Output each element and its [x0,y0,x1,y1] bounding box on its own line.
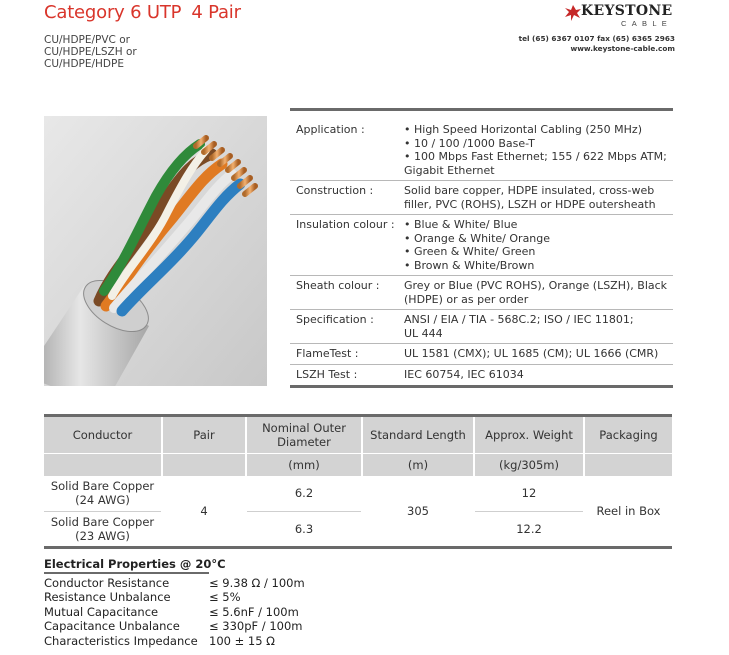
conductor-cell: Solid Bare Copper (24 AWG) [44,476,162,511]
property-value: 100 ± 15 Ω [209,633,275,648]
diameter-cell: 6.3 [246,511,362,547]
property-value: ≤ 5.6nF / 100m [209,604,299,619]
property-name: Mutual Capacitance [44,604,159,619]
spec-value [398,364,673,387]
spec-label: Sheath colour : [290,276,398,310]
contact-info [519,34,675,54]
spec-line: IEC 60754, IEC 61034 [404,367,524,381]
spec-value [398,310,673,344]
electrical-properties-list [44,576,344,648]
property-value: ≤ 330pF / 100m [209,619,303,634]
weight-cell: 12.2 [474,511,584,547]
spec-label: Specification : [290,310,398,344]
spec-row-specification [290,310,673,344]
spec-line: ANSI / EIA / TIA - 568C.2; ISO / IEC 11801; [404,313,634,326]
property-name: Conductor Resistance [44,576,170,590]
col-header-packaging: Packaging [584,416,672,454]
product-table-header [44,416,672,454]
title-pair: 4 Pair [191,2,241,23]
col-header-length: Standard Length [362,416,474,454]
spec-row-application [290,110,673,181]
spec-line: • Orange & White/ Orange [404,231,551,245]
spec-row-insulation-colour [290,215,673,276]
cable-illustration [44,116,267,386]
spec-label: FlameTest : [290,344,398,365]
unit-cell: (m) [362,454,474,477]
contact-website[interactable]: www.keystone-cable.com [570,44,675,53]
electrical-row [44,576,344,590]
spec-label: Construction : [290,181,398,215]
spec-value [398,110,673,181]
unit-cell: (kg/305m) [474,454,584,477]
logo-name: KEYSTONE [581,3,673,19]
length-cell: 305 [362,476,474,547]
col-header-weight: Approx. Weight [474,416,584,454]
cable-photo [44,116,267,386]
spec-line: Gigabit Ethernet [404,163,495,177]
table-row [44,511,672,547]
unit-cell [44,454,162,477]
property-value: ≤ 5% [209,590,241,605]
spec-value [398,181,673,215]
page-title [44,2,241,23]
spec-row-flame-test [290,344,673,365]
keystone-logo [563,3,675,31]
spec-value [398,276,673,310]
packaging-cell: Reel in Box [584,476,672,547]
spec-line: • Green & White/ Green [404,245,536,258]
spec-value [398,344,673,365]
col-header-conductor: Conductor [44,416,162,454]
variant-line: CU/HDPE/HDPE [44,58,124,70]
spec-line: • High Speed Horizontal Cabling (250 MHz) [404,123,642,136]
electrical-row [44,590,344,604]
spec-row-sheath-colour [290,276,673,310]
product-table-units [44,454,672,477]
unit-cell [162,454,246,477]
col-header-diameter: Nominal Outer Diameter [246,416,362,454]
variant-line: CU/HDPE/PVC or [44,34,130,46]
property-name: Capacitance Unbalance [44,619,180,634]
keystone-logo-icon [563,4,583,22]
conductor-cell: Solid Bare Copper (23 AWG) [44,511,162,547]
unit-cell: (mm) [246,454,362,477]
variant-line: CU/HDPE/LSZH or [44,46,137,58]
table-row [44,476,672,511]
property-value: ≤ 9.38 Ω / 100m [209,576,305,590]
spec-line: UL 444 [404,326,443,340]
title-text: Category 6 UTP [44,2,182,23]
spec-line: Solid bare copper, HDPE insulated, cross-web [404,184,655,197]
spec-line: Grey or Blue (PVC ROHS), Orange (LSZH), Black [404,279,668,292]
product-table [44,414,672,549]
logo-sub: CABLE [621,19,673,28]
electrical-row [44,619,344,633]
spec-line: (HDPE) or as per order [404,292,529,306]
property-name: Resistance Unbalance [44,590,171,605]
spec-label: Application : [290,110,398,181]
spec-row-construction [290,181,673,215]
weight-cell: 12 [474,476,584,511]
spec-line: • 100 Mbps Fast Ethernet; 155 / 622 Mbps ATM; [404,150,667,163]
spec-line: filler, PVC (ROHS), LSZH or HDPE outersheath [404,197,656,211]
spec-line: • Blue & White/ Blue [404,218,518,231]
spec-label: Insulation colour : [290,215,398,276]
unit-cell [584,454,672,477]
spec-label: LSZH Test : [290,364,398,387]
spec-line: UL 1581 (CMX); UL 1685 (CM); UL 1666 (CMR) [404,347,659,360]
property-name: Characteristics Impedance [44,633,198,648]
electrical-row [44,634,344,648]
spec-value [398,215,673,276]
contact-phone-fax: tel (65) 6367 0107 fax (65) 6365 2963 [518,34,675,43]
spec-line: • Brown & White/Brown [404,258,535,272]
electrical-divider [44,572,209,574]
spec-row-lszh-test [290,364,673,387]
spec-line: • 10 / 100 /1000 Base-T [404,136,535,150]
diameter-cell: 6.2 [246,476,362,511]
electrical-row [44,605,344,619]
col-header-pair: Pair [162,416,246,454]
electrical-properties-title: Electrical Properties @ 20°C [44,557,226,571]
specifications-table [290,108,673,388]
cable-variants [44,34,137,70]
pair-cell: 4 [162,476,246,547]
